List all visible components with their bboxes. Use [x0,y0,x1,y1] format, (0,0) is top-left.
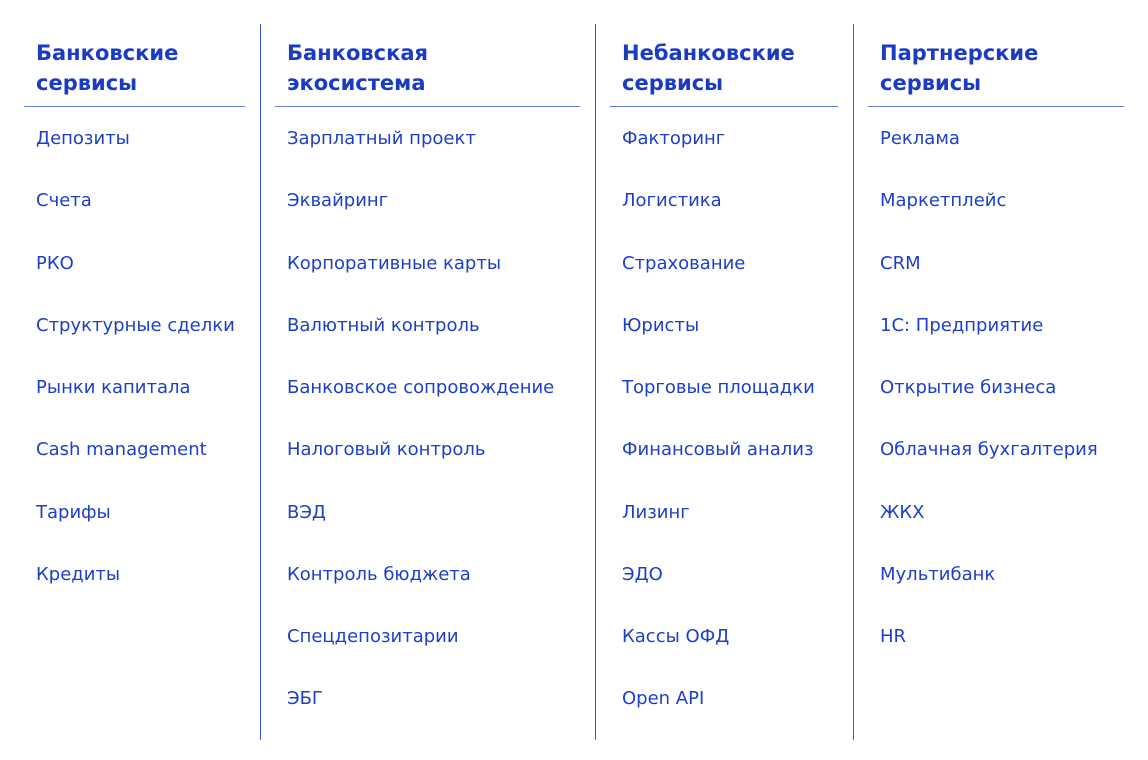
service-list [622,126,815,749]
service-item: Cash management [36,439,207,461]
service-item: Юристы [622,314,700,336]
column-divider [595,24,596,740]
service-item: Финансовый анализ [622,439,814,461]
service-item: Кредиты [36,563,121,585]
service-item: Мультибанк [880,563,996,585]
column-title [622,38,795,98]
column-title-rule [610,106,838,107]
column-title-line: Банковские [36,41,179,65]
service-item: CRM [880,252,921,274]
column-title [287,38,428,98]
service-item: Налоговый контроль [287,439,486,461]
column-title-line: Небанковские [622,41,795,65]
service-item: Тарифы [36,501,111,523]
service-item: РКО [36,252,74,274]
service-item: Страхование [622,252,746,274]
service-item: Лизинг [622,501,690,523]
service-item: Структурные сделки [36,314,235,336]
service-item: Корпоративные карты [287,252,502,274]
service-item: Эквайринг [287,190,389,212]
column-title-line: сервисы [36,71,138,95]
service-item: ЖКХ [880,501,925,523]
service-item: HR [880,626,907,647]
service-item: Облачная бухгалтерия [880,439,1098,461]
service-item: Депозиты [36,128,130,149]
column-divider [853,24,854,740]
service-item: 1С: Предприятие [880,314,1044,336]
service-item: ЭДО [622,563,663,585]
column-title-line: Партнерские [880,41,1039,65]
service-list [36,126,235,624]
service-item: ЭБГ [287,688,323,710]
service-item: Зарплатный проект [287,128,476,149]
service-item: Банковское сопровождение [287,377,555,398]
service-item: Open API [622,688,705,710]
column-title-line: экосистема [287,71,426,95]
service-item: Маркетплейс [880,190,1007,212]
column-divider [260,24,261,740]
column-title-rule [24,106,245,107]
service-item: Реклама [880,128,960,149]
service-item: Рынки капитала [36,377,191,398]
column-title [36,38,178,98]
service-item: Логистика [622,190,722,212]
service-item: Открытие бизнеса [880,377,1057,398]
service-list [287,126,554,749]
column-title-rule [275,106,580,107]
column-title-rule [868,106,1124,107]
column-title-line: сервисы [622,71,724,95]
service-item: Кассы ОФД [622,626,730,647]
service-item: Факторинг [622,128,726,149]
service-item: Спецдепозитарии [287,626,459,647]
column-title-line: сервисы [880,71,982,95]
service-item: ВЭД [287,501,326,523]
service-item: Контроль бюджета [287,563,471,585]
column-title [880,38,1038,98]
service-item: Валютный контроль [287,314,480,336]
service-item: Счета [36,190,92,212]
column-title-line: Банковская [287,41,429,65]
service-list [880,126,1098,686]
service-item: Торговые площадки [622,377,815,398]
